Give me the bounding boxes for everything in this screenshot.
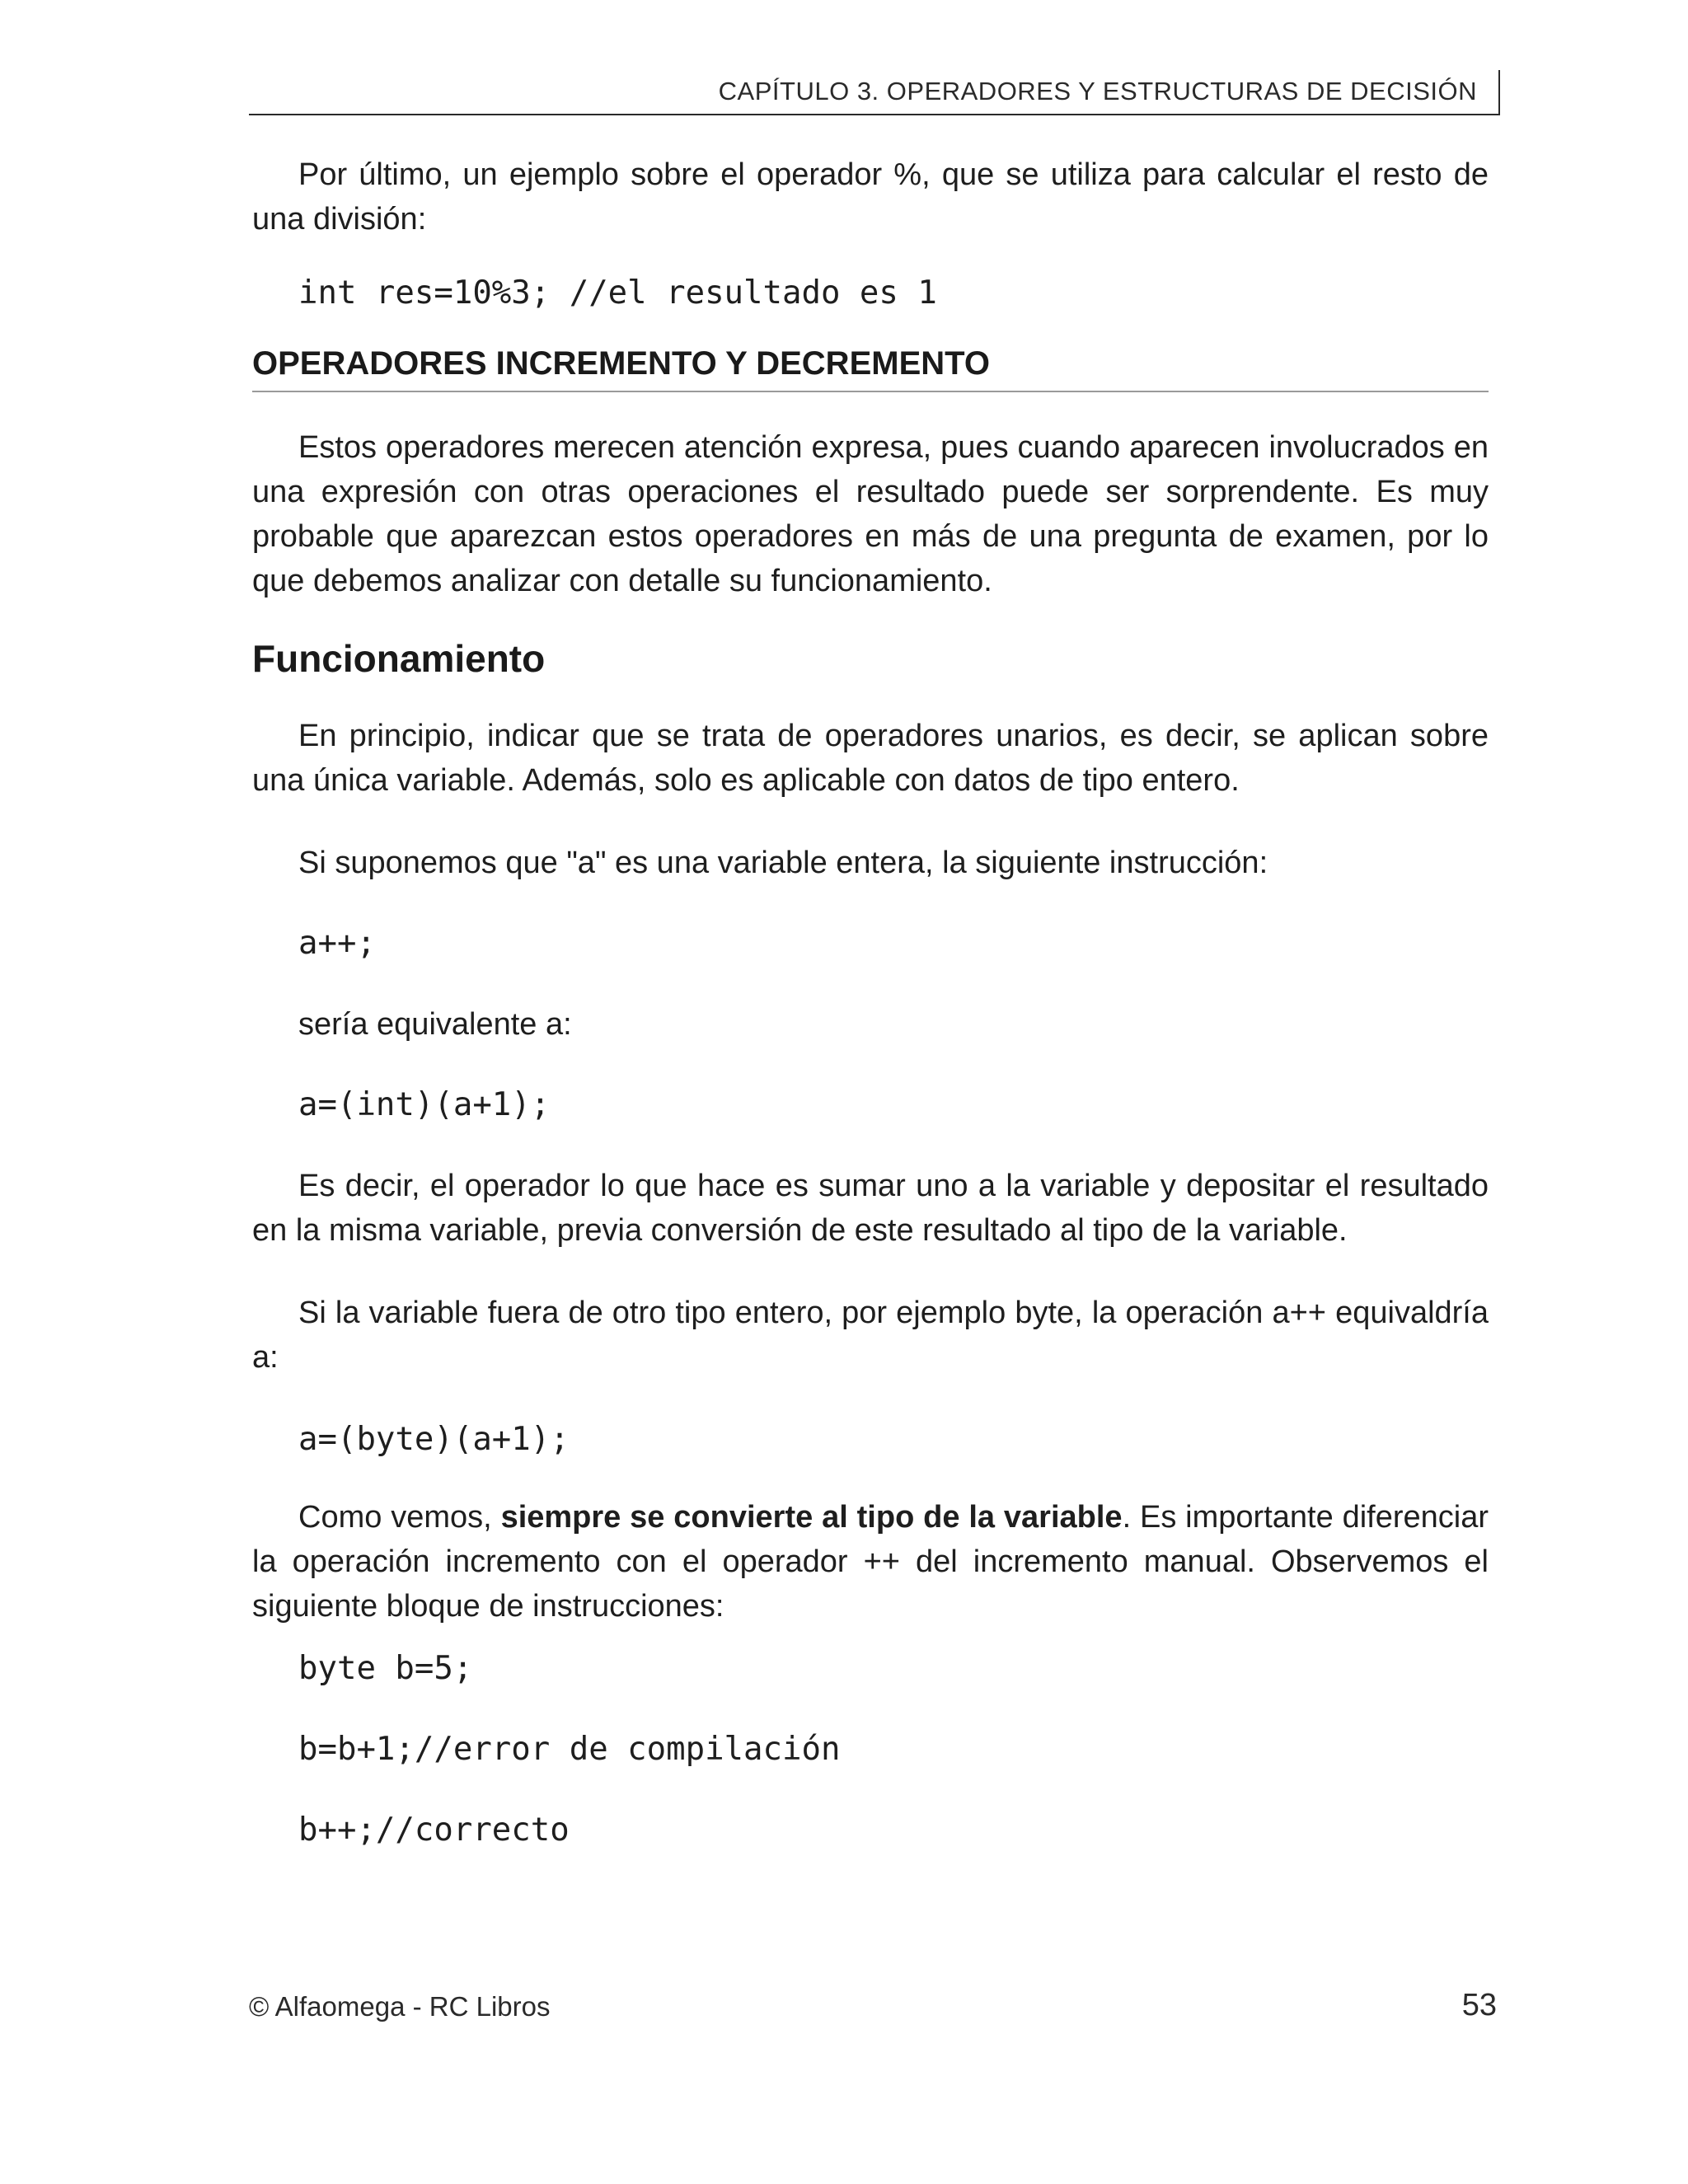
paragraph: Si suponemos que "a" es una variable entera, la siguiente instrucción: [298,846,1268,880]
code-line: b=b+1;//error de compilación [298,1731,841,1768]
footer-copyright: © Alfaomega - RC Libros [249,1991,551,2022]
paragraph: En principio, indicar que se trata de operadores unarios, es decir, se aplican sobre una única variable. Además, solo es aplicable con datos de tipo entero. [252,719,1489,798]
paragraph-text: . Es importante diferenciar la operación incremento con el operador ++ del incremento manual. Observemos el siguiente bloque de instrucciones: [252,1500,1489,1624]
sub-heading: Funcionamiento [252,637,546,680]
paragraph: sería equivalente a: [298,1007,572,1042]
paragraph-with-emphasis [252,1495,1489,1629]
paragraph: Si la variable fuera de otro tipo entero, por ejemplo byte, la operación a++ equivaldría a: [252,1296,1489,1375]
header-rule [1498,70,1500,115]
code-line: a=(byte)(a+1); [298,1421,570,1458]
emphasis-text: siempre se convierte al tipo de la variable [500,1500,1123,1535]
code-line: a=(int)(a+1); [298,1086,551,1123]
page-number: 53 [1461,1988,1497,2022]
code-line: b++;//correcto [298,1811,570,1849]
paragraph-text: Como vemos, [298,1500,501,1535]
code-line: int res=10%3; //el resultado es 1 [298,274,937,312]
code-line: a++; [298,925,376,962]
paragraph: Es decir, el operador lo que hace es sumar uno a la variable y depositar el resultado en la misma variable, previa conversión de este resultado al tipo de la variable. [252,1169,1489,1248]
paragraph: Estos operadores merecen atención expresa, pues cuando aparecen involucrados en una expresión con otras operaciones el resultado puede ser sorprendente. Es muy probable que aparezcan estos operadores en más de una pregunta de examen, por lo que debemos analizar con detalle su funcionamiento. [252,430,1489,598]
running-header [249,68,1500,115]
code-line: byte b=5; [298,1650,473,1687]
chapter-title: CAPÍTULO 3. OPERADORES Y ESTRUCTURAS DE DECISIÓN [718,77,1477,105]
paragraph: Por último, un ejemplo sobre el operador %, que se utiliza para calcular el resto de una división: [252,157,1489,237]
section-heading: OPERADORES INCREMENTO Y DECREMENTO [252,345,1489,392]
page-content [252,152,1489,1853]
